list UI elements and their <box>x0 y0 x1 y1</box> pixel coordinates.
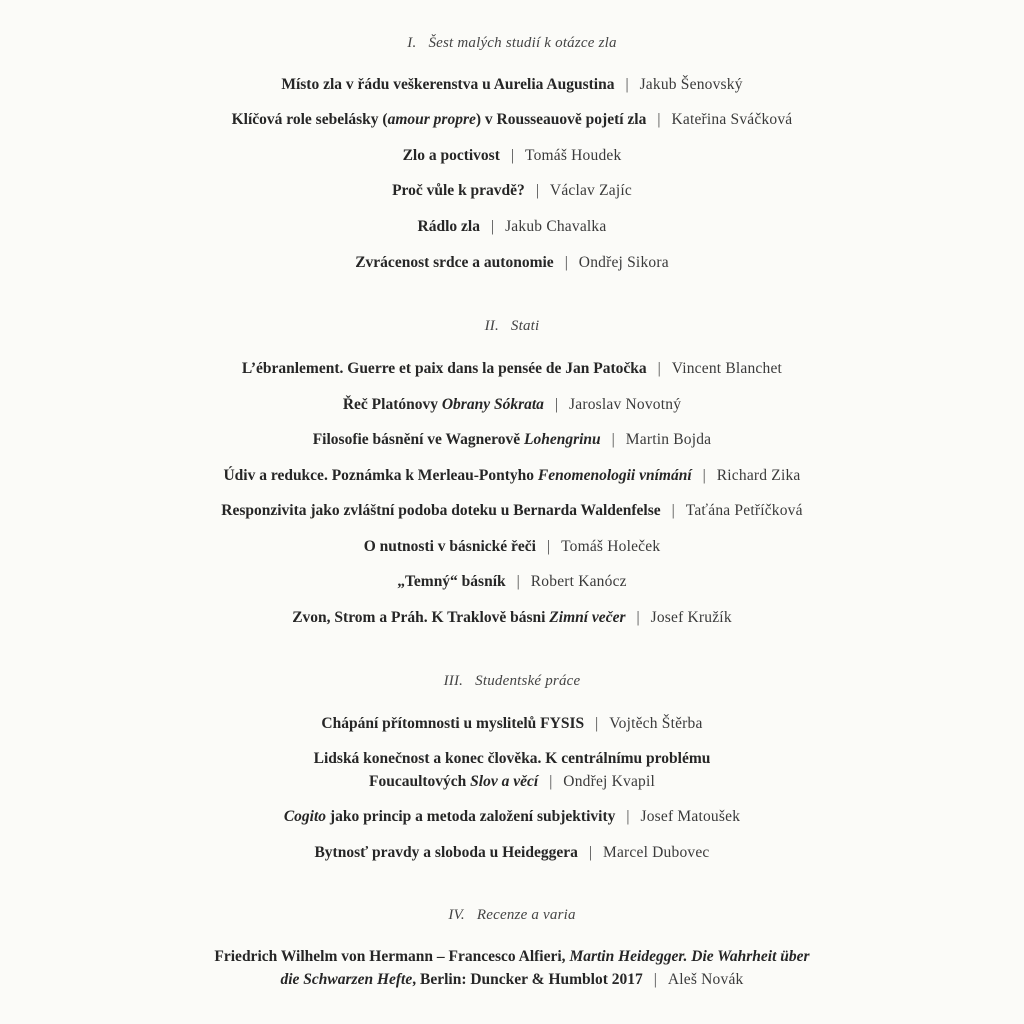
entry-title: L’ébranlement. Guerre et paix dans la pensée de Jan Patočka <box>241 360 647 377</box>
toc-entry <box>40 145 984 167</box>
separator: | <box>611 431 615 448</box>
toc-entry-continuation <box>40 969 984 991</box>
entry-author: Vincent Blanchet <box>671 360 783 377</box>
entry-author: Jakub Šenovský <box>639 76 743 93</box>
separator: | <box>626 808 630 825</box>
toc-entry <box>40 842 984 864</box>
section-number: IV. <box>448 907 465 923</box>
entry-title: Lidská konečnost a konec člověka. K centrálnímu problému <box>313 750 711 767</box>
section-number: III. <box>443 673 464 689</box>
section-heading <box>0 318 1024 335</box>
entry-title: Cogito jako princip a metoda založení subjektivity <box>283 808 616 825</box>
entry-title: „Temný“ básník <box>397 573 506 590</box>
section-title: Stati <box>510 318 540 334</box>
entry-title: O nutnosti v básnické řeči <box>363 538 536 555</box>
entry-title: Klíčová role sebelásky (amour propre) v Rousseauově pojetí zla <box>231 111 647 128</box>
toc-entry <box>40 252 984 274</box>
separator: | <box>653 971 657 988</box>
section-heading <box>0 673 1024 690</box>
entry-author: Vojtěch Štěrba <box>609 715 703 732</box>
separator: | <box>588 844 592 861</box>
entry-title: Proč vůle k pravdě? <box>392 182 525 199</box>
entry-author: Ondřej Kvapil <box>563 773 655 790</box>
toc-entry <box>40 465 984 487</box>
entry-author: Aleš Novák <box>667 971 744 988</box>
separator: | <box>564 254 568 271</box>
toc-entry <box>40 500 984 522</box>
separator: | <box>636 609 640 626</box>
entry-title: die Schwarzen Hefte, Berlin: Duncker & Humblot 2017 <box>280 971 643 988</box>
entry-title: Řeč Platónovy Obrany Sókrata <box>342 396 544 413</box>
separator: | <box>554 396 559 413</box>
toc-entry <box>40 216 984 238</box>
entry-author: Richard Zika <box>716 467 801 484</box>
entry-author: Jaroslav Novotný <box>569 396 682 413</box>
entry-author: Tomáš Houdek <box>524 147 622 164</box>
toc-entry <box>40 394 984 416</box>
entry-author: Robert Kanócz <box>530 573 627 590</box>
toc-entry <box>40 429 984 451</box>
separator: | <box>535 182 539 199</box>
entry-title: Zvon, Strom a Práh. K Traklově básni Zimní večer <box>292 609 626 626</box>
entry-author: Martin Bojda <box>625 431 712 448</box>
toc-entry <box>40 358 984 380</box>
entry-author: Tomáš Holeček <box>561 538 661 555</box>
entry-author: Ondřej Sikora <box>578 254 669 271</box>
entry-title: Zlo a poctivost <box>402 147 500 164</box>
toc-entry <box>40 748 984 770</box>
entry-title: Friedrich Wilhelm von Hermann – Francesco Alfieri, Martin Heidegger. Die Wahrheit über <box>214 948 810 965</box>
entry-author: Jakub Chavalka <box>505 218 607 235</box>
separator: | <box>657 360 661 377</box>
toc-entry <box>40 946 984 968</box>
section-title: Recenze a varia <box>476 907 576 923</box>
separator: | <box>657 111 661 128</box>
separator: | <box>671 502 675 519</box>
toc-entry <box>40 713 984 735</box>
toc-entry-continuation <box>40 771 984 793</box>
entry-title: Chápání přítomnosti u myslitelů FYSIS <box>321 715 585 732</box>
section-number: I. <box>407 35 417 51</box>
toc-entry <box>40 536 984 558</box>
separator: | <box>516 573 520 590</box>
entry-title: Filosofie básnění ve Wagnerově Lohengrinu <box>312 431 601 448</box>
entry-author: Marcel Dubovec <box>603 844 710 861</box>
entry-title: Responzivita jako zvláštní podoba doteku u Bernarda Waldenfelse <box>221 502 661 519</box>
separator: | <box>549 773 553 790</box>
separator: | <box>490 218 495 235</box>
toc-entry <box>40 607 984 629</box>
entry-author: Václav Zajíc <box>549 182 632 199</box>
section-number: II. <box>484 318 499 334</box>
separator: | <box>595 715 599 732</box>
entry-author: Taťána Petříčková <box>685 502 803 519</box>
entry-author: Kateřina Sváčková <box>671 111 793 128</box>
separator: | <box>702 467 706 484</box>
separator: | <box>625 76 629 93</box>
entry-title: Údiv a redukce. Poznámka k Merleau-Pontyho Fenomenologii vnímání <box>223 467 692 484</box>
section-title: Šest malých studií k otázce zla <box>428 35 617 51</box>
toc-entry <box>40 571 984 593</box>
entry-title: Rádlo zla <box>417 218 480 235</box>
entry-title: Zvrácenost srdce a autonomie <box>355 254 554 271</box>
toc-entry <box>40 109 984 131</box>
entry-author: Josef Kružík <box>650 609 732 626</box>
section-heading <box>0 35 1024 52</box>
separator: | <box>546 538 551 555</box>
section-heading <box>0 907 1024 924</box>
toc-entry <box>40 806 984 828</box>
toc-entry <box>40 180 984 202</box>
entry-title: Foucaultových Slov a věcí <box>368 773 539 790</box>
separator: | <box>510 147 514 164</box>
entry-title: Místo zla v řádu veškerenstva u Aurelia Augustina <box>281 76 615 93</box>
entry-title: Bytnosť pravdy a sloboda u Heideggera <box>314 844 578 861</box>
section-title: Studentské práce <box>475 673 581 689</box>
toc-entry <box>40 74 984 96</box>
entry-author: Josef Matoušek <box>640 808 741 825</box>
